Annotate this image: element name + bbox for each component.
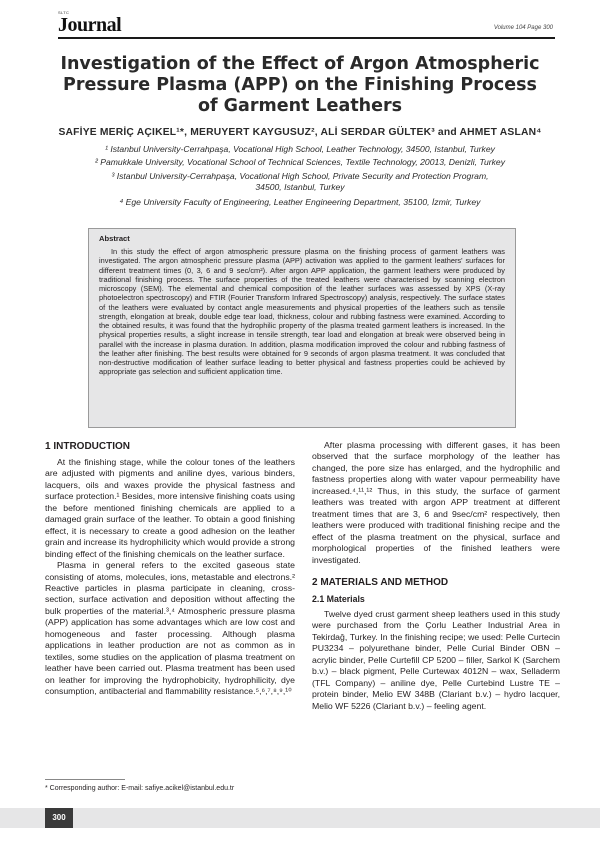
affiliation-3: ³ Istanbul University-Cerrahpaşa, Vocational High School, Private Security and Protection Program, (111, 171, 489, 181)
left-column (45, 440, 295, 698)
affiliation-2: ² Pamukkale University, Vocational School of Technical Sciences, Textile Technology, 20013, Denizli, Turkey (95, 157, 505, 167)
volume-page-info: Volume 104 Page 300 (493, 25, 553, 31)
author-list: SAFİYE MERİÇ AÇIKEL¹*, MERUYERT KAYGUSUZ², ALİ SERDAR GÜLTEK³ and AHMET ASLAN⁴ (58, 127, 542, 138)
intro-paragraph-2: Plasma in general refers to the excited gaseous state consisting of atoms, molecules, ions, metastable and electrons.² Reactive particles in plasma participate in cleaning, cross-section, surface activation and deposition without affecting the bulk properties of the material.³,⁴ Atmospheric pressure plasma (APP) application has some advantages which are low cost and homogeneous and faster processing. Although plasma applications in leather production are not as common as in textiles, some studies on the application of plasma treatment on leather have been carried out. Plasma treatment has been used on leather for improving the hydrophobicity, hydrophilicity, dye consumption, antibacterial and flammability resistance.⁵,⁶,⁷,⁸,⁹,¹⁰ (45, 560, 295, 697)
introduction-heading: 1 INTRODUCTION (45, 441, 130, 452)
affiliation-1: ¹ Istanbul University-Cerrahpaşa, Vocational High School, Leather Technology, 34500, Istanbul, Turkey (105, 144, 495, 154)
affiliation-3-cont: 34500, Istanbul, Turkey (255, 182, 345, 192)
methods-heading: 2 MATERIALS AND METHOD (312, 576, 449, 588)
page-number: 300 (45, 808, 73, 828)
footer-bar (0, 808, 600, 828)
logo-small-text: SLTC (58, 10, 70, 15)
footnote-divider (45, 779, 125, 780)
right-column (312, 440, 560, 712)
materials-paragraph: Twelve dyed crust garment sheep leathers used in this study were purchased from the Çorlu Leather Industrial Area in Tekirdağ, Turkey. In the finishing recipe; we used: Pelle Curtecin PU3234 – polyurethane binder, Pelle Curial Binder OBN – acrylic binder, Pelle Curtefill CP 5200 – filler, Sarkol K (Sarchem b.v.) – black pigment, Pelle Curtewax 4012N – wax, Selladerm (TFL Company) – aniline dye, Pelle Curtebind Lustre TE – protein binder, Melio EW 348B (Clariant b.v.) – hydro lacquer, Melio WF 5226 (Clariant b.v.) – feeling agent. (312, 608, 560, 711)
abstract-box (88, 228, 516, 428)
title-line-3: of Garment Leathers (197, 96, 403, 116)
materials-subheading: 2.1 Materials (312, 593, 365, 604)
header-divider (58, 37, 555, 39)
intro-paragraph-3: After plasma processing with different gases, it has been observed that the surface morphology of the leather has changed, the pore size has enlarged, and the hydrophilic and fastness properties along with water vapour permeability have increased.⁴,¹¹,¹² Thus, in this study, the surface of garment leathers was treated with argon APP treatment at different treatment times that are 3, 6 and 9sec/cm² respectively, then leathers were produced with traditional finishing recipe and the effect of the plasma treatment on the physical, surface and morphological properties of the finished leathers were investigated. (312, 440, 560, 565)
logo-text: Journal (58, 14, 122, 36)
journal-logo (58, 10, 121, 35)
intro-paragraph-1: At the finishing stage, while the colour tones of the leathers are adjusted with pigments and aniline dyes, various binders, lacquers, oils and waxes provide the physical fastness and surface protection.¹ Besides, more intensive finishing coats using the before mentioned finishing chemicals are applied to a damaged grain surface of the leather. To obtain a good finishing effect, it is necessary to create a good adhesion on the leather grain and increase its hydrophilicity which would provide a strong binding effect of the finishing chemicals on the leather surface. (45, 457, 295, 559)
title-line-1: Investigation of the Effect of Argon Atmospheric (60, 54, 540, 74)
affiliation-4: ⁴ Ege University Faculty of Engineering, Leather Engineering Department, 35100, İzmir, Turkey (119, 197, 481, 207)
abstract-text: In this study the effect of argon atmospheric pressure plasma on the finishing process of garment leathers was investigated. The argon atmospheric pressure plasma (APP) activation was applied to the garment leathers' surfaces for different treatment times (0, 3, 6 and 9 sec/cm²). After argon APP application, the garment leathers were produced by traditional finishing process. The surface properties of the treated leathers were characterised by scanning electron microscopy (SEM). The elemental and chemical composition of the leather surfaces was assessed by XPS (X-ray photoelectron spectroscopy) and FTIR (Fourier Transform Infrared Spectroscopy) analysis, respectively. The surface states of the leathers were evaluated by contact angle measurements and physical properties of the leathers such as tensile strength, elongation at break, double edge tear load, thickness, colour and rubbing fastness were examined. According to the obtained results, it was found that the hydrophilic property of the plasma treated garment leathers is increased. In the physical properties results, a slight increase in tensile strength, tear load and elongation at break were observed being in parallel with the increase in plasma duration. In addition, plasma modification improved the colour and rubbing fastness of the leather after finishing. The best results were obtained for 9 seconds of argon plasma treatment. It was concluded that non-destructive modification of leather surface leading to better physical and fastness properties could be achieved by appropriate gas selection and sufficient application time. (99, 247, 505, 377)
paper-title (60, 54, 540, 117)
corresponding-author-note: * Corresponding author: E-mail: safiye.acikel@istanbul.edu.tr (45, 785, 235, 792)
abstract-heading: Abstract (99, 234, 130, 243)
title-line-2: Pressure Plasma (APP) on the Finishing Process (63, 75, 537, 95)
